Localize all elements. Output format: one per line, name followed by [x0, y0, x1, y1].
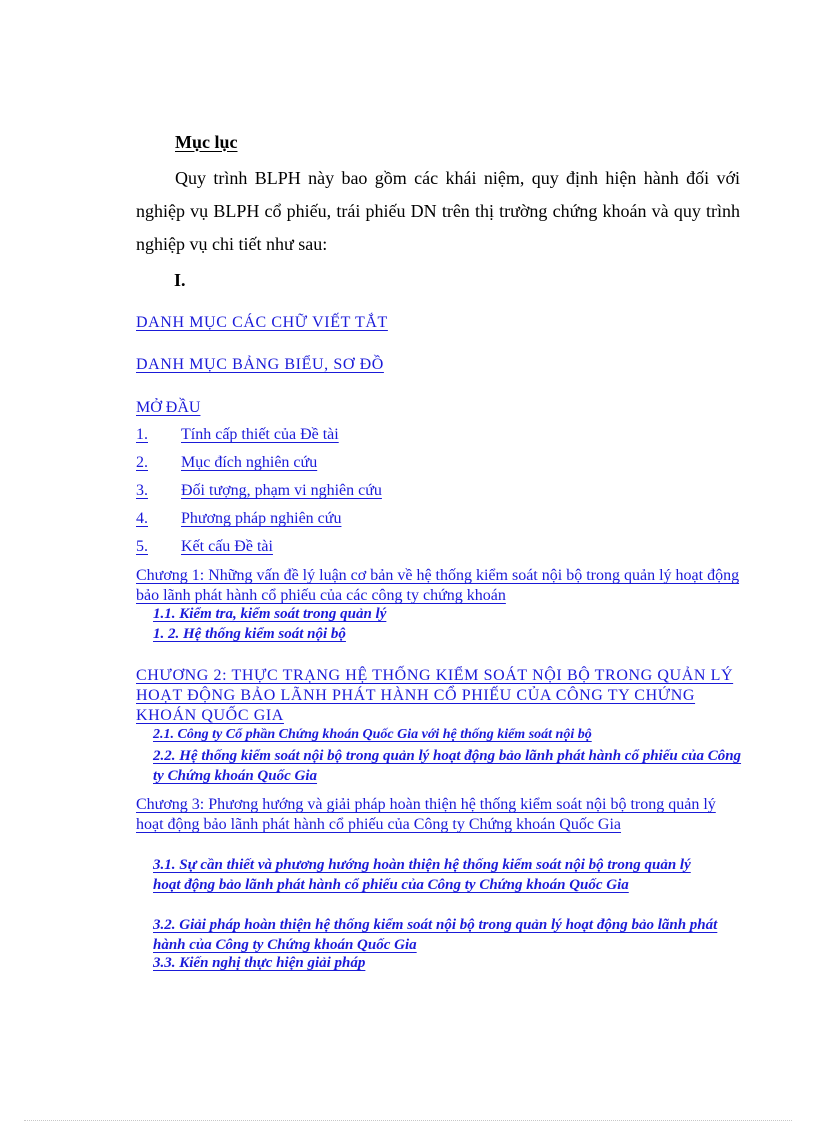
toc-intro-num[interactable]: 3.	[136, 482, 148, 499]
toc-section-3-1[interactable]: 3.1. Sự cần thiết và phương hướng hoàn thiện hệ thống kiểm soát nội bộ trong quản lý hoạt động bảo lãnh phát hành cổ phiếu của Công ty Chứng khoán Quốc Gia	[153, 857, 691, 893]
intro-paragraph: Quy trình BLPH này bao gồm các khái niệm, quy định hiện hành đối với nghiệp vụ BLPH cổ phiếu, trái phiếu DN trên thị trường chứng khoán và quy trình nghiệp vụ chi tiết như sau:	[136, 168, 740, 254]
toc-intro-num[interactable]: 2.	[136, 454, 148, 471]
toc-intro-item[interactable]: Đối tượng, phạm vi nghiên cứu	[181, 482, 382, 499]
toc-link-intro[interactable]: MỞ ĐẦU	[136, 399, 201, 416]
toc-section-3-3[interactable]: 3.3. Kiến nghị thực hiện giải pháp	[153, 955, 366, 971]
toc-section-1-2[interactable]: 1. 2. Hệ thống kiểm soát nội bộ	[153, 626, 346, 642]
toc-section-1-1[interactable]: 1.1. Kiểm tra, kiểm soát trong quản lý	[153, 606, 387, 622]
section-numeral: I.	[174, 270, 186, 290]
toc-section-2-2[interactable]: 2.2. Hệ thống kiểm soát nội bộ trong quản lý hoạt động bảo lãnh phát hành cổ phiếu của Công ty Chứng khoán Quốc Gia	[153, 748, 742, 784]
page-bottom-divider	[24, 1120, 792, 1121]
toc-chapter-1[interactable]: Chương 1: Những vấn đề lý luận cơ bản về hệ thống kiểm soát nội bộ trong quản lý hoạt động bảo lãnh phát hành cổ phiếu của các công ty chứng khoán	[136, 567, 740, 604]
toc-intro-item[interactable]: Mục đích nghiên cứu	[181, 454, 318, 471]
toc-intro-item[interactable]: Tính cấp thiết của Đề tài	[181, 426, 339, 443]
toc-chapter-3[interactable]: Chương 3: Phương hướng và giải pháp hoàn thiện hệ thống kiểm soát nội bộ trong quản lý hoạt động bảo lãnh phát hành cổ phiếu của Công ty Chứng khoán Quốc Gia	[136, 796, 716, 833]
toc-section-3-2[interactable]: 3.2. Giải pháp hoàn thiện hệ thống kiểm soát nội bộ trong quản lý hoạt động bảo lãnh phát hành của Công ty Chứng khoán Quốc Gia	[153, 917, 718, 953]
toc-intro-num[interactable]: 1.	[136, 426, 148, 443]
toc-intro-num[interactable]: 4.	[136, 510, 148, 527]
toc-intro-item[interactable]: Phương pháp nghiên cứu	[181, 510, 342, 527]
toc-intro-item[interactable]: Kết cấu Đề tài	[181, 538, 273, 555]
toc-link-abbreviations[interactable]: DANH MỤC CÁC CHỮ VIẾT TẮT	[136, 314, 388, 331]
page-title: Mục lục	[175, 132, 238, 152]
toc-link-tables[interactable]: DANH MỤC BẢNG BIỂU, SƠ ĐỒ	[136, 356, 384, 373]
toc-intro-num[interactable]: 5.	[136, 538, 148, 555]
toc-chapter-2[interactable]: CHƯƠNG 2: THỰC TRẠNG HỆ THỐNG KIỂM SOÁT NỘI BỘ TRONG QUẢN LÝ HOẠT ĐỘNG BẢO LÃNH PHÁT HÀNH CỔ PHIẾU CỦA CÔNG TY CHỨNG KHOÁN QUỐC GIA	[136, 667, 734, 724]
toc-section-2-1[interactable]: 2.1. Công ty Cổ phần Chứng khoán Quốc Gia với hệ thống kiểm soát nội bộ	[153, 727, 592, 742]
